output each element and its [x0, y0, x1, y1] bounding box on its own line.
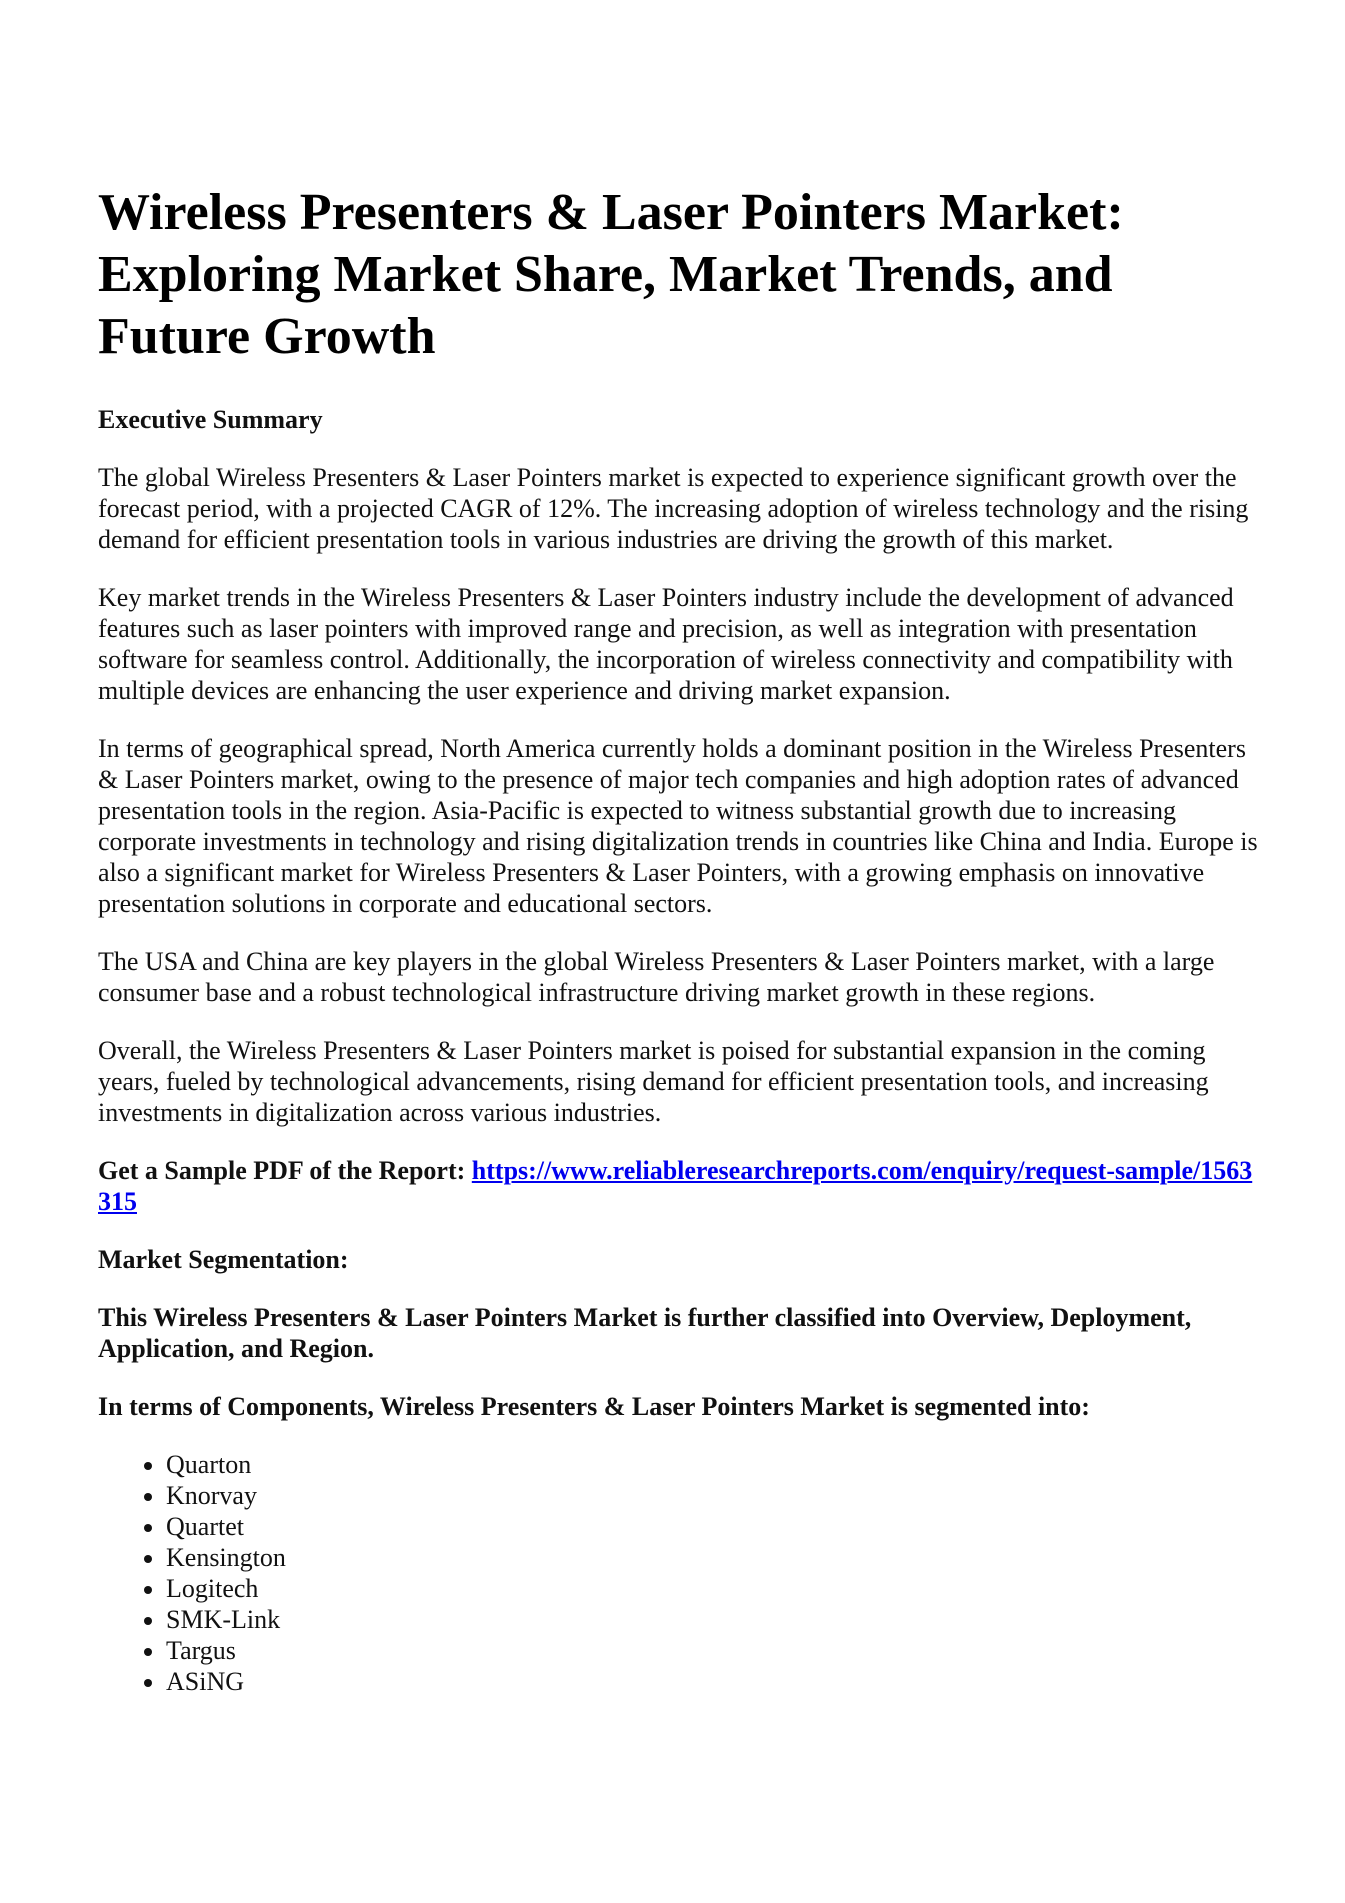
summary-paragraph-overall: Overall, the Wireless Presenters & Laser Pointers market is poised for substantial expansion in the coming years, fueled by technological advancements, rising demand for efficient presentation tools, and increasing investments in digitalization across various industries. [98, 1036, 1209, 1127]
components-heading: In terms of Components, Wireless Presenters & Laser Pointers Market is segmented into: [98, 1392, 1090, 1421]
sample-pdf-label: Get a Sample PDF of the Report: [98, 1156, 466, 1185]
executive-summary-heading: Executive Summary [98, 405, 323, 434]
sample-pdf-link[interactable]: https://www.reliableresearchreports.com/enquiry/request-sample/1563315 [98, 1156, 1253, 1216]
list-item: • Quartet [166, 1511, 1263, 1542]
list-item: • Knorvay [166, 1480, 1263, 1511]
list-item: • Logitech [166, 1573, 1263, 1604]
list-item: • Kensington [166, 1542, 1263, 1573]
sample-pdf-line [98, 1155, 1263, 1217]
summary-paragraph-key-players: The USA and China are key players in the global Wireless Presenters & Laser Pointers market, with a large consumer base and a robust technological infrastructure driving market growth in these regions. [98, 947, 1215, 1007]
page-title: Wireless Presenters & Laser Pointers Market: Exploring Market Share, Market Trends, and Future Growth [98, 184, 1124, 365]
list-item: • ASiNG [166, 1666, 1263, 1697]
summary-paragraph-trends: Key market trends in the Wireless Presenters & Laser Pointers industry include the development of advanced features such as laser pointers with improved range and precision, as well as integration with presentation software for seamless control. Additionally, the incorporation of wireless connectivity and compatibility with multiple devices are enhancing the user experience and driving market expansion. [98, 583, 1234, 705]
summary-paragraph-geography: In terms of geographical spread, North America currently holds a dominant position in the Wireless Presenters & Laser Pointers market, owing to the presence of major tech companies and high adoption rates of advanced presentation tools in the region. Asia-Pacific is expected to witness substantial growth due to increasing corporate investments in technology and rising digitalization trends in countries like China and India. Europe is also a significant market for Wireless Presenters & Laser Pointers, with a growing emphasis on innovative presentation solutions in corporate and educational sectors. [98, 734, 1258, 918]
list-item: • Targus [166, 1635, 1263, 1666]
market-segmentation-heading: Market Segmentation: [98, 1245, 349, 1274]
list-item: • Quarton [166, 1449, 1263, 1480]
summary-paragraph-growth: The global Wireless Presenters & Laser Pointers market is expected to experience significant growth over the forecast period, with a projected CAGR of 12%. The increasing adoption of wireless technology and the rising demand for efficient presentation tools in various industries are driving the growth of this market. [98, 463, 1249, 554]
list-item: • SMK-Link [166, 1604, 1263, 1635]
segmentation-classification: This Wireless Presenters & Laser Pointers Market is further classified into Overview, Deployment, Application, and Region. [98, 1303, 1192, 1363]
components-list [98, 1449, 1263, 1697]
document-page [98, 182, 1263, 1697]
